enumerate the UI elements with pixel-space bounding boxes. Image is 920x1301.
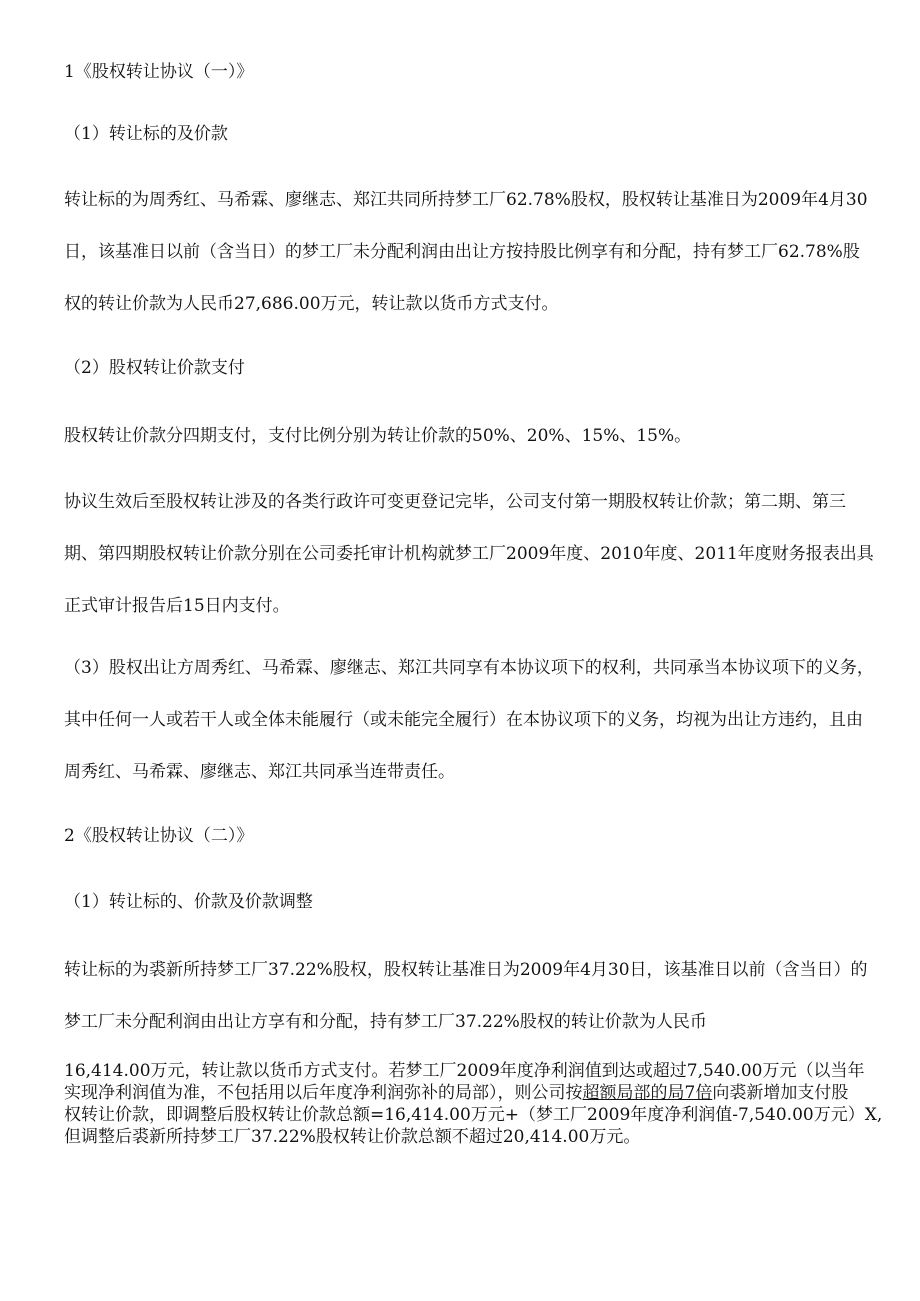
text-line: 协议生效后至股权转让涉及的各类行政许可变更登记完毕，公司支付第一期股权转让价款；第二期、第三 xyxy=(64,492,846,512)
text-line: 转让标的为周秀红、马希霖、廖继志、郑江共同所持梦工厂62.78%股权，股权转让基准日为2009年4月30 xyxy=(64,190,868,210)
text-line: 权的转让价款为人民币27,686.00万元，转让款以货币方式支付。 xyxy=(64,294,559,314)
text-line: 其中任何一人或若干人或全体未能履行（或未能完全履行）在本协议项下的义务，均视为出让方违约，且由 xyxy=(64,710,863,730)
text-segment: 实现净利润值为准，不包括用以后年度净利润弥补的局部），则公司按 xyxy=(64,1083,583,1103)
section-1-paragraph-transfer-target xyxy=(64,190,868,314)
text-segment: 向裘新增加支付股 xyxy=(712,1083,849,1103)
section-1-paragraph-payment-timing xyxy=(64,492,874,616)
text-line: （3）股权出让方周秀红、马希霖、廖继志、郑江共同享有本协议项下的权利，共同承当本协议项下的义务， xyxy=(64,658,874,678)
section-1-subheading-2: （2）股权转让价款支付 xyxy=(64,358,245,378)
text-line: 16,414.00万元，转让款以货币方式支付。若梦工厂2009年度净利润值到达或超过7,540.00万元（以当年 xyxy=(64,1061,865,1081)
section-2-paragraph-line-2: 梦工厂未分配利润由出让方享有和分配，持有梦工厂37.22%股权的转让价款为人民币 xyxy=(64,1012,707,1032)
text-line xyxy=(64,1082,864,1104)
text-line: 期、第四期股权转让价款分别在公司委托审计机构就梦工厂2009年度、2010年度、2011年度财务报表出具 xyxy=(64,544,874,564)
section-2-paragraph-price-adjustment xyxy=(64,1060,883,1148)
section-1-subheading-1: （1）转让标的及价款 xyxy=(64,124,228,144)
underlined-text: 超额局部的局7倍 xyxy=(582,1083,713,1103)
section-2-heading: 2《股权转让协议（二）》 xyxy=(64,826,254,846)
section-1-heading: 1《股权转让协议（一）》 xyxy=(64,62,254,82)
section-1-paragraph-payment-ratio: 股权转让价款分四期支付，支付比例分别为转让价款的50%、20%、15%、15%。 xyxy=(64,426,692,446)
section-2-paragraph-line-1: 转让标的为裘新所持梦工厂37.22%股权，股权转让基准日为2009年4月30日，该基准日以前（含当日）的 xyxy=(64,960,868,980)
section-2-subheading-1: （1）转让标的、价款及价款调整 xyxy=(64,892,313,912)
text-line: 正式审计报告后15日内支付。 xyxy=(64,596,290,616)
section-1-paragraph-joint-liability xyxy=(64,658,874,782)
text-line: 日，该基准日以前（含当日）的梦工厂未分配利润由出让方按持股比例享有和分配，持有梦工厂62.78%股 xyxy=(64,242,860,262)
text-line: 但调整后裘新所持梦工厂37.22%股权转让价款总额不超过20,414.00万元。 xyxy=(64,1127,641,1147)
text-line: 周秀红、马希霖、廖继志、郑江共同承当连带责任。 xyxy=(64,762,455,782)
text-line: 权转让价款，即调整后股权转让价款总额=16,414.00万元+（梦工厂2009年度净利润值-7,540.00万元）X, xyxy=(64,1105,883,1125)
